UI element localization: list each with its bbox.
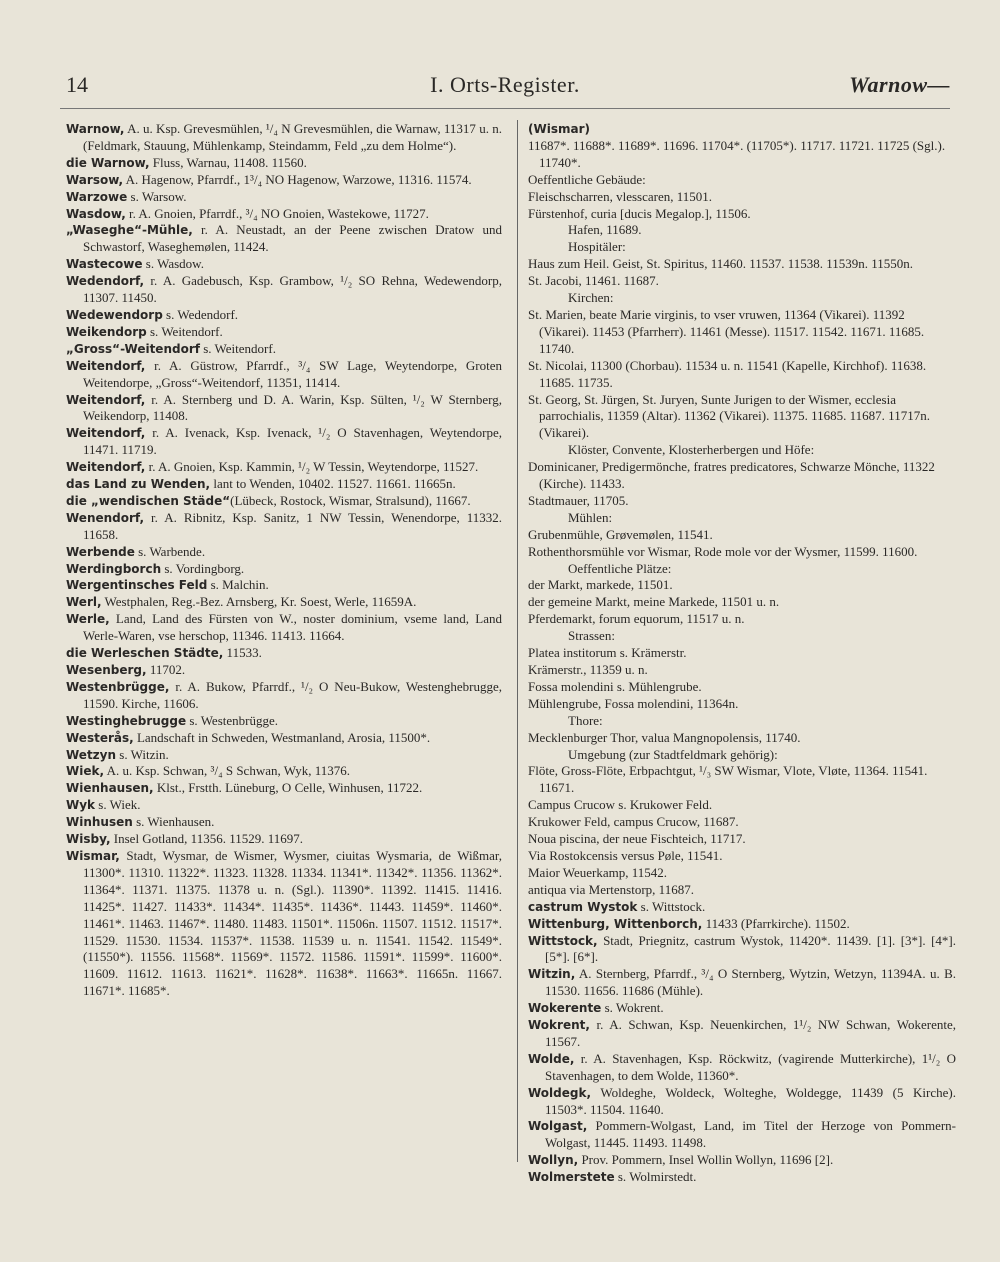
sub-entry xyxy=(528,459,956,493)
index-entry xyxy=(528,966,956,1000)
subheading xyxy=(528,628,956,645)
index-entry xyxy=(66,172,502,189)
index-entry xyxy=(528,1169,956,1186)
entry-text: r. A. Sternberg und D. A. Warin, Ksp. Sülten, ¹/₂ W Sternberg, Weikendorp, 11408. xyxy=(83,391,502,424)
index-entry xyxy=(66,510,502,544)
entry-text: Maior Weuerkamp, 11542. xyxy=(528,864,668,880)
entry-headword: Winhusen xyxy=(66,815,133,830)
entry-headword: Wyk xyxy=(66,798,96,813)
entry-text: r. A. Gadebusch, Ksp. Grambow, ¹/₂ SO Rehna, Wedewendorp, 11307. 11450. xyxy=(83,273,502,306)
sub-entry xyxy=(528,206,956,223)
page-header xyxy=(60,72,950,102)
index-entry xyxy=(66,747,502,764)
entry-text: Krämerstr., 11359 u. n. xyxy=(528,662,648,677)
index-entry xyxy=(528,899,956,916)
index-entry xyxy=(66,611,502,645)
entry-text: Strassen: xyxy=(568,628,615,644)
entry-headword: die „wendischen Städe“ xyxy=(66,493,231,508)
entry-headword: Wenendorf, xyxy=(66,510,145,525)
entry-text: Hospitäler: xyxy=(568,239,626,255)
entry-text: s. Wokrent. xyxy=(601,1000,664,1016)
entry-headword: Westenbrügge, xyxy=(66,679,170,694)
sub-entry xyxy=(528,831,956,848)
index-entry xyxy=(66,206,502,223)
subheading xyxy=(528,713,956,730)
entry-headword: Weitendorf, xyxy=(66,358,146,373)
entry-text: Land, Land des Fürsten von W., noster dominium, vseme land, Land Werle-Waren, vse herschop, 11346. 11413. 11664. xyxy=(83,611,502,644)
entry-text: Mühlen: xyxy=(568,509,613,525)
sub-entry xyxy=(528,527,956,544)
entry-text: Dominicaner, Predigermönche, fratres predicatores, Schwarze Mönche, 11322 (Kirche). 11433. xyxy=(528,459,935,492)
sub-entry xyxy=(528,392,956,443)
entry-text: Klst., Frstth. Lüneburg, O Celle, Winhusen, 11722. xyxy=(153,780,423,796)
sub-entry xyxy=(528,763,956,797)
sub-entry xyxy=(528,865,956,882)
entry-text: Oeffentliche Gebäude: xyxy=(528,171,646,187)
entry-text: A. u. Ksp. Grevesmühlen, ¹/₄ N Grevesmühlen, die Warnaw, 11317 u. n. (Feldmark, Stauung, Mühlenkamp, Steindamm, Feld „zu dem Holme“). xyxy=(83,121,502,153)
index-entry xyxy=(528,933,956,967)
entry-headword: Warzowe xyxy=(66,189,128,204)
entry-text: 11533. xyxy=(223,645,262,661)
page-title: I. Orts-Register. xyxy=(430,72,580,97)
entry-headword: Wedewendorp xyxy=(66,307,163,322)
index-entry xyxy=(66,797,502,814)
entry-text: Thore: xyxy=(568,712,603,728)
entry-text: St. Jacobi, 11461. 11687. xyxy=(528,273,659,289)
entry-text: s. Wedendorf. xyxy=(162,306,239,322)
index-entry xyxy=(66,307,502,324)
left-column xyxy=(66,121,502,1000)
entry-text: Westphalen, Reg.-Bez. Arnsberg, Kr. Soest, Werle, 11659A. xyxy=(101,594,417,610)
entry-text: Haus zum Heil. Geist, St. Spiritus, 11460. 11537. 11538. 11539n. 11550n. xyxy=(528,256,914,272)
entry-text: St. Georg, St. Jürgen, St. Juryen, Sunte Jurigen to der Wismer, ecclesia parrochialis, 11359 (Altar). 11362 (Vikarei). 11375. 11685. 11687. 11717n. (Vikarei). xyxy=(528,391,930,441)
entry-text: Campus Crucow s. Krukower Feld. xyxy=(528,797,713,813)
subheading xyxy=(528,239,956,256)
sub-entry xyxy=(528,645,956,662)
entry-headword: Woldegk, xyxy=(528,1085,592,1100)
index-entry xyxy=(66,713,502,730)
entry-headword: das Land zu Wenden, xyxy=(66,477,211,492)
header-rule xyxy=(60,108,950,109)
entry-headword: Wittenburg, Wittenborch, xyxy=(528,916,703,931)
entry-headword: Wittstock, xyxy=(528,933,598,948)
entry-text: (Lübeck, Rostock, Wismar, Stralsund), 11667. xyxy=(230,492,471,508)
entry-text: r. A. Güstrow, Pfarrdf., ³/₄ SW Lage, Weytendorpe, Groten Weitendorpe, „Gross“-Weitendorf, 11351, 11414. xyxy=(83,357,502,390)
sub-entry xyxy=(528,138,956,172)
index-entry xyxy=(66,222,502,256)
entry-headword: Wismar, xyxy=(66,848,120,863)
entry-text: St. Nicolai, 11300 (Chorbau). 11534 u. n. 11541 (Kapelle, Kirchhof). 11638. 11685. 11735. xyxy=(528,357,927,390)
index-entry xyxy=(66,425,502,459)
index-entry xyxy=(66,848,502,1000)
index-entry xyxy=(66,780,502,797)
index-entry xyxy=(66,189,502,206)
entry-text: s. Witzin. xyxy=(116,746,169,762)
page-number: 14 xyxy=(66,72,88,97)
column-divider xyxy=(517,120,518,1162)
sub-entry xyxy=(528,814,956,831)
entry-headword: castrum Wystok xyxy=(528,899,638,914)
entry-text: s. Weitendorf. xyxy=(199,340,276,356)
entry-text: r. A. Ribnitz, Ksp. Sanitz, 1 NW Tessin, Wenendorpe, 11332. 11658. xyxy=(83,509,502,542)
entry-text: Flöte, Gross-Flöte, Erbpachtgut, ¹/₃ SW Wismar, Vlote, Vløte, 11364. 11541. 11671. xyxy=(528,763,928,796)
index-entry xyxy=(66,662,502,679)
index-entry xyxy=(66,493,502,510)
entry-text: Mecklenburger Thor, valua Mangnopolensis, 11740. xyxy=(528,729,801,745)
subheading xyxy=(528,442,956,459)
entry-text: r. A. Schwan, Ksp. Neuenkirchen, 1¹/₂ NW Schwan, Wokerente, 11567. xyxy=(545,1017,956,1049)
entry-text: der Markt, markede, 11501. xyxy=(528,577,673,593)
entry-headword: Weitendorf, xyxy=(66,426,146,441)
entry-text: Fossa molendini s. Mühlengrube. xyxy=(528,678,702,694)
index-entry xyxy=(66,121,502,155)
index-entry xyxy=(66,459,502,476)
index-entry xyxy=(66,561,502,578)
entry-text: s. Wittstock. xyxy=(637,898,706,914)
entry-text: s. Malchin. xyxy=(207,577,269,593)
entry-headword: Warsow, xyxy=(66,172,124,187)
entry-text: Fürstenhof, curia [ducis Megalop.], 11506. xyxy=(528,205,751,221)
entry-headword: Wetzyn xyxy=(66,747,117,762)
entry-headword: Wisby, xyxy=(66,832,111,847)
sub-entry xyxy=(528,594,956,611)
entry-text: St. Marien, beate Marie virginis, to vser vruwen, 11364 (Vikarei). 11392 (Vikarei). 11453 (Pfarrherr). 11461 (Messe). 11517. 11542. 11671. 11685. 11740. xyxy=(528,306,925,356)
entry-headword: Weitendorf, xyxy=(66,392,146,407)
entry-text: Klöster, Convente, Klosterherbergen und Höfe: xyxy=(568,442,815,458)
index-entry xyxy=(66,679,502,713)
entry-text: Platea institorum s. Krämerstr. xyxy=(528,645,687,661)
entry-headword: Werle, xyxy=(66,612,110,627)
entry-headword: Werl, xyxy=(66,595,102,610)
entry-text: s. Weitendorf. xyxy=(146,323,223,339)
index-entry xyxy=(66,155,502,172)
index-entry xyxy=(66,256,502,273)
entry-headword: (Wismar) xyxy=(528,122,590,136)
index-entry xyxy=(66,831,502,848)
entry-text: Woldeghe, Woldeck, Wolteghe, Woldegge, 11439 (5 Kirche). 11503*. 11504. 11640. xyxy=(545,1084,956,1117)
sub-entry xyxy=(528,797,956,814)
entry-text: 11702. xyxy=(146,662,186,677)
sub-entry xyxy=(528,172,956,189)
entry-headword: Wesenberg, xyxy=(66,663,147,677)
entry-headword: die Warnow, xyxy=(66,155,150,170)
sub-entry xyxy=(528,544,956,561)
entry-text: A. Hagenow, Pfarrdf., 1³/₄ NO Hagenow, Warzowe, 11316. 11574. xyxy=(123,171,472,187)
subheading xyxy=(528,510,956,527)
entry-text: r. A. Gnoien, Pfarrdf., ³/₄ NO Gnoien, Wastekowe, 11727. xyxy=(125,205,429,221)
index-entry xyxy=(528,1152,956,1169)
sub-entry xyxy=(528,273,956,290)
entry-headword: Werbende xyxy=(66,544,135,559)
entry-text: s. Vordingborg. xyxy=(161,560,245,576)
index-entry xyxy=(66,544,502,561)
entry-headword: Westinghebrugge xyxy=(66,713,187,728)
entry-text: Hafen, 11689. xyxy=(568,222,642,238)
entry-text: Oeffentliche Plätze: xyxy=(568,560,672,576)
right-column xyxy=(528,121,956,1186)
entry-text: Fluss, Warnau, 11408. 11560. xyxy=(149,154,307,170)
entry-text: lant to Wenden, 10402. 11527. 11661. 11665n. xyxy=(210,476,456,492)
entry-headword: Wienhausen, xyxy=(66,781,154,796)
entry-text: Umgebung (zur Stadtfeldmark gehörig): xyxy=(568,746,778,762)
entry-text: s. Wiek. xyxy=(95,797,141,813)
entry-text: A. Sternberg, Pfarrdf., ³/₄ O Sternberg, Wytzin, Wetzyn, 11394A. u. B. 11530. 11656. 11686 (Mühle). xyxy=(545,966,956,999)
entry-text: Noua piscina, der neue Fischteich, 11717. xyxy=(528,831,746,847)
entry-text: Mühlengrube, Fossa molendini, 11364n. xyxy=(528,695,739,711)
entry-text: s. Wienhausen. xyxy=(132,814,215,830)
sub-entry xyxy=(528,189,956,206)
index-entry xyxy=(66,814,502,831)
sub-entry xyxy=(528,256,956,273)
entry-headword: Wolgast, xyxy=(528,1119,588,1134)
entry-headword: Wolde, xyxy=(528,1051,575,1066)
entry-headword: Wolmerstete xyxy=(528,1170,615,1185)
entry-text: 11433 (Pfarrkirche). 11502. xyxy=(702,915,850,931)
sub-entry xyxy=(528,493,956,510)
entry-text: Krukower Feld, campus Crucow, 11687. xyxy=(528,814,739,830)
entry-headword: Wokerente xyxy=(528,1001,602,1016)
entry-text: Prov. Pommern, Insel Wollin Wollyn, 11696 [2]. xyxy=(578,1152,834,1168)
entry-headword: Wasdow, xyxy=(66,206,126,221)
entry-text: Pommern-Wolgast, Land, im Titel der Herzoge von Pommern-Wolgast, 11445. 11493. 11498. xyxy=(545,1118,956,1151)
entry-headword: Westerås, xyxy=(66,730,134,745)
sub-entry xyxy=(528,679,956,696)
subheading xyxy=(528,561,956,578)
index-entry xyxy=(528,1000,956,1017)
sub-entry xyxy=(528,882,956,899)
sub-entry xyxy=(528,307,956,358)
index-entry xyxy=(66,476,502,493)
entry-headword: Witzin, xyxy=(528,967,576,982)
entry-text: s. Wasdow. xyxy=(142,256,204,272)
entry-text: A. u. Ksp. Schwan, ³/₄ S Schwan, Wyk, 11376. xyxy=(104,763,351,779)
index-entry xyxy=(66,341,502,358)
sub-entry xyxy=(528,730,956,747)
entry-headword: Wiek, xyxy=(66,764,105,779)
index-entry xyxy=(66,594,502,611)
entry-headword: Wergentinsches Feld xyxy=(66,578,208,593)
entry-text: 11687*. 11688*. 11689*. 11696. 11704*. (11705*). 11717. 11721. 11725 (Sgl.). 11740*. xyxy=(528,137,946,170)
index-entry xyxy=(528,1017,956,1051)
index-entry xyxy=(66,645,502,662)
index-entry xyxy=(528,916,956,933)
entry-headword: „Waseghe“-Mühle, xyxy=(66,223,193,238)
entry-text: r. A. Gnoien, Ksp. Kammin, ¹/₂ W Tessin, Weytendorpe, 11527. xyxy=(145,459,479,475)
entry-text: r. A. Bukow, Pfarrdf., ¹/₂ O Neu-Bukow, Westenghebrugge, 11590. Kirche, 11606. xyxy=(83,678,502,711)
entry-headword: Wastecowe xyxy=(66,257,143,272)
subheading xyxy=(528,222,956,239)
entry-text: s. Warsow. xyxy=(127,188,187,204)
entry-text: Fleischscharren, vlesscaren, 11501. xyxy=(528,188,712,204)
entry-text: Rothenthorsmühle vor Wismar, Rode mole vor der Wysmer, 11599. 11600. xyxy=(528,543,918,559)
entry-text: antiqua via Mertenstorp, 11687. xyxy=(528,881,694,897)
entry-text: Insel Gotland, 11356. 11529. 11697. xyxy=(110,831,303,847)
entry-text: Landschaft in Schweden, Westmanland, Arosia, 11500*. xyxy=(133,729,431,745)
entry-headword: Werdingborch xyxy=(66,561,162,576)
entry-headword: „Gross“-Weitendorf xyxy=(66,341,200,356)
entry-headword: die Werleschen Städte, xyxy=(66,646,224,661)
entry-headword: Weikendorp xyxy=(66,324,147,339)
sub-entry xyxy=(528,577,956,594)
entry-text: Pferdemarkt, forum equorum, 11517 u. n. xyxy=(528,611,745,627)
entry-text: Stadt, Priegnitz, castrum Wystok, 11420*. 11439. [1]. [3*]. [4*]. [5*]. [6*]. xyxy=(545,932,956,965)
index-entry xyxy=(66,577,502,594)
index-entry xyxy=(528,1118,956,1152)
entry-text: r. A. Ivenack, Ksp. Ivenack, ¹/₂ O Stavenhagen, Weytendorpe, 11471. 11719. xyxy=(83,425,502,458)
index-entry xyxy=(66,392,502,426)
entry-text: s. Westenbrügge. xyxy=(186,712,278,728)
sub-entry xyxy=(528,696,956,713)
entry-headword: Wokrent, xyxy=(528,1018,590,1033)
subheading xyxy=(528,747,956,764)
index-entry xyxy=(66,324,502,341)
entry-text: s. Warbende. xyxy=(134,543,206,559)
index-entry xyxy=(528,1051,956,1085)
entry-text: Stadt, Wysmar, de Wismer, Wysmer, ciuitas Wysmaria, de Wißmar, 11300*. 11310. 11322*. 11323. 11328. 11334. 11341*. 11342*. 11356. 11362*. 11364*. 11371. 11375. 11378 u. n. (Sgl.). 11390*. 11392. 11415. 11416. 11425*. 11427. 11433*. 11434*. 11435*. 11436*. 11443. 11459*. 11460*. 11461*. 11463. 11467*. 11480. 11483. 11501*. 11506n. 11507. 11512. 11517*. 11529. 11530. 11534. 11537*. 11538. 11539 u. n. 11541. 11542. 11549*. (11550*). 11556. 11568*. 11569*. 11572. 11586. 11591*. 11599*. 11600*. 11609. 11612. 11613. 11621*. 11628*. 11638*. 11663*. 11665n. 11667. 11671*. 11685*. xyxy=(83,847,502,999)
sub-entry xyxy=(528,662,956,679)
index-entry xyxy=(66,730,502,747)
entry-text: Via Rostokcensis versus Pøle, 11541. xyxy=(528,847,723,863)
entry-text: r. A. Stavenhagen, Ksp. Röckwitz, (vagirende Mutterkirche), 1¹/₂ O Stavenhagen, to dem Wolde, 11360*. xyxy=(545,1050,956,1083)
entry-text: der gemeine Markt, meine Markede, 11501 u. n. xyxy=(528,594,780,610)
sub-entry xyxy=(528,611,956,628)
sub-entry xyxy=(528,848,956,865)
index-entry xyxy=(66,273,502,307)
entry-text: Stadtmauer, 11705. xyxy=(528,492,629,508)
entry-headword: Warnow, xyxy=(66,122,125,136)
entry-text: r. A. Neustadt, an der Peene zwischen Dratow und Schwastorf, Waseghemølen, 11424. xyxy=(83,222,502,255)
sub-entry xyxy=(528,358,956,392)
entry-headword: Wedendorf, xyxy=(66,274,145,289)
running-head: Warnow— xyxy=(849,72,950,97)
entry-text: Kirchen: xyxy=(568,290,614,306)
entry-text: s. Wolmirstedt. xyxy=(614,1169,697,1185)
subheading xyxy=(528,290,956,307)
index-entry xyxy=(528,1085,956,1119)
index-entry xyxy=(66,358,502,392)
index-entry xyxy=(528,121,956,138)
entry-headword: Wollyn, xyxy=(528,1153,579,1168)
entry-text: Grubenmühle, Grøvemølen, 11541. xyxy=(528,526,713,542)
index-entry xyxy=(66,763,502,780)
entry-headword: Weitendorf, xyxy=(66,460,146,475)
